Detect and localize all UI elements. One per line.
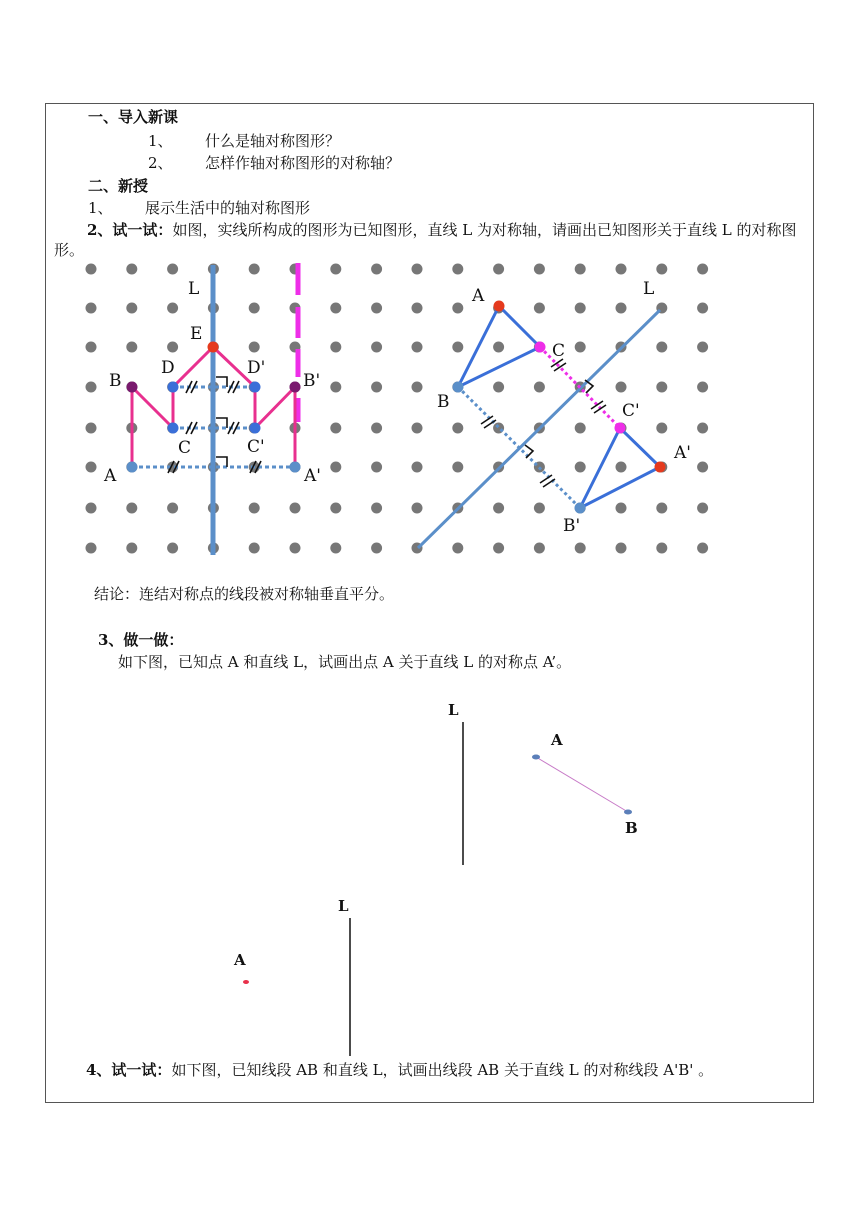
grid-dot [249, 264, 260, 275]
grid-dot [371, 423, 382, 434]
grid-dot [290, 503, 301, 514]
fig3-segment-AB [536, 757, 628, 812]
grid-dot [167, 503, 178, 514]
grid-dot [330, 342, 341, 353]
fig1-label-A: A [104, 466, 117, 486]
grid-dot [371, 462, 382, 473]
grid-dot [249, 342, 260, 353]
grid-dot [167, 264, 178, 275]
item1-text: 展示生活中的轴对称图形 [145, 199, 311, 217]
grid-dot [493, 423, 504, 434]
fig1-point-B-prime [290, 382, 301, 393]
conclusion-text: 结论：连结对称点的线段被对称轴垂直平分。 [94, 585, 395, 603]
grid-dot [412, 264, 423, 275]
fig1-label-A-prime: A' [304, 466, 321, 486]
section4-heading: 4、试一试： [86, 1061, 172, 1079]
grid-dot [167, 303, 178, 314]
fig2-point-A [494, 301, 505, 312]
grid-dot [412, 382, 423, 393]
grid-dot [534, 543, 545, 554]
grid-dot [249, 303, 260, 314]
grid-dot [167, 342, 178, 353]
fig2-label-B: B [437, 392, 450, 412]
fig1-point-D [168, 382, 179, 393]
fig2-point-A-prime [655, 462, 666, 473]
grid-dot [452, 303, 463, 314]
fig3-label-B: B [625, 819, 638, 837]
grid-dot [656, 503, 667, 514]
grid-dot [493, 503, 504, 514]
grid-dot [656, 543, 667, 554]
grid-dot [575, 423, 586, 434]
grid-dot [534, 303, 545, 314]
grid-dot [330, 382, 341, 393]
grid-dot [371, 303, 382, 314]
grid-dot [452, 264, 463, 275]
fig4-label-A: A [234, 951, 246, 969]
q2-number: 2、 [148, 154, 173, 172]
section4-paragraph [86, 1060, 713, 1080]
q1-number: 1、 [148, 132, 173, 150]
grid-dot [534, 382, 545, 393]
fig1-label-E: E [190, 324, 203, 344]
fig3-point-A [532, 755, 540, 760]
fig2-label-B-prime: B' [563, 516, 581, 536]
grid-dot [371, 382, 382, 393]
grid-dot [167, 543, 178, 554]
q2-text: 怎样作轴对称图形的对称轴？ [205, 154, 401, 172]
fig3-point-B [624, 810, 632, 815]
grid-dot [86, 303, 97, 314]
grid-dot [412, 503, 423, 514]
grid-dot [616, 382, 627, 393]
grid-dot [493, 342, 504, 353]
grid-dot [249, 543, 260, 554]
grid-dot [86, 423, 97, 434]
fig3-label-L: L [448, 701, 459, 719]
grid-dot [330, 264, 341, 275]
grid-dot [86, 264, 97, 275]
grid-dot [697, 423, 708, 434]
fig2-label-A: A [472, 286, 485, 306]
fig1-point-A-prime [290, 462, 301, 473]
q1-text: 什么是轴对称图形？ [205, 132, 341, 150]
grid-dot [371, 503, 382, 514]
grid-dot [371, 342, 382, 353]
fig3-label-A: A [551, 731, 563, 749]
grid-dot [86, 382, 97, 393]
grid-dot [126, 342, 137, 353]
grid-dot [616, 503, 627, 514]
grid-dot [656, 342, 667, 353]
fig1-label-B-prime: B' [303, 371, 321, 391]
grid-dot [493, 382, 504, 393]
fig1-label-C: C [178, 438, 192, 458]
fig2-label-C-prime: C' [622, 401, 640, 421]
grid-dot [290, 543, 301, 554]
grid-dot [697, 303, 708, 314]
section3-text: 如下图，已知点 A 和直线 L，试画出点 A 关于直线 L 的对称点 A’。 [118, 653, 572, 671]
grid-dot [534, 503, 545, 514]
grid-dot [126, 543, 137, 554]
section4-text: 如下图，已知线段 AB 和直线 L，试画出线段 AB 关于直线 L 的对称线段 A'B' 。 [171, 1061, 714, 1079]
fig1-label-D-prime: D' [247, 358, 266, 378]
grid-dot [616, 543, 627, 554]
grid-dot [697, 382, 708, 393]
fig1-label-C-prime: C' [247, 437, 265, 457]
grid-dot [697, 462, 708, 473]
grid-dot [330, 543, 341, 554]
grid-dot [330, 462, 341, 473]
section1-heading: 一、导入新课 [88, 108, 179, 126]
fig4-label-L: L [338, 897, 349, 915]
grid-dot [452, 462, 463, 473]
grid-dot [86, 342, 97, 353]
fig1-point-A [127, 462, 138, 473]
grid-dot [575, 543, 586, 554]
grid-dot [697, 342, 708, 353]
grid-dot [656, 264, 667, 275]
grid-dot [86, 462, 97, 473]
grid-dot [534, 264, 545, 275]
fig1-point-E [208, 342, 219, 353]
grid-dot [616, 462, 627, 473]
fig2-label-A-prime: A' [674, 443, 691, 463]
grid-dot [86, 503, 97, 514]
section3-heading: 3、做一做： [98, 631, 184, 649]
grid-dot [330, 303, 341, 314]
item2-text: 如图，实线所构成的图形为已知图形，直线 L 为对称轴，请画出已知图形关于直线 L 的对称图形。 [54, 221, 797, 259]
grid-dot [371, 543, 382, 554]
grid-dot [452, 342, 463, 353]
fig1-point-D-prime [250, 382, 261, 393]
fig1-label-B: B [109, 371, 122, 391]
grid-dot [412, 423, 423, 434]
fig1-label-D: D [161, 358, 175, 378]
grid-dot [697, 543, 708, 554]
dot-grid [86, 264, 709, 554]
item1-number: 1、 [88, 199, 113, 217]
grid-dot [656, 382, 667, 393]
section2-heading: 二、新授 [88, 177, 149, 195]
grid-dot [656, 423, 667, 434]
grid-dot [616, 264, 627, 275]
grid-dot [86, 543, 97, 554]
fig4-point-A [243, 980, 249, 984]
grid-dot [493, 543, 504, 554]
fig1-point-C-prime [250, 423, 261, 434]
grid-dot [616, 303, 627, 314]
grid-dot [575, 303, 586, 314]
grid-dot [697, 503, 708, 514]
grid-dot [126, 264, 137, 275]
fig2-point-B [453, 382, 464, 393]
grid-dot [330, 503, 341, 514]
grid-dot [249, 503, 260, 514]
fig2-point-C [535, 342, 546, 353]
grid-dot [452, 423, 463, 434]
grid-dot [412, 303, 423, 314]
fig1-label-L: L [188, 279, 200, 299]
grid-dot [371, 264, 382, 275]
fig2-label-C: C [552, 341, 566, 361]
fig2-point-B-prime [575, 503, 586, 514]
grid-dot [126, 303, 137, 314]
grid-dot [412, 342, 423, 353]
fig2-point-C-prime [615, 423, 626, 434]
grid-dot [493, 264, 504, 275]
fig1-point-C [168, 423, 179, 434]
grid-dot [412, 462, 423, 473]
grid-dot [697, 264, 708, 275]
grid-dot [575, 342, 586, 353]
grid-dot [126, 503, 137, 514]
grid-dot [575, 462, 586, 473]
grid-dot [575, 264, 586, 275]
item2-heading: 2、试一试： [87, 221, 173, 239]
fig2-label-L: L [643, 279, 655, 299]
grid-dot [330, 423, 341, 434]
fig1-point-B [127, 382, 138, 393]
grid-dot [452, 543, 463, 554]
